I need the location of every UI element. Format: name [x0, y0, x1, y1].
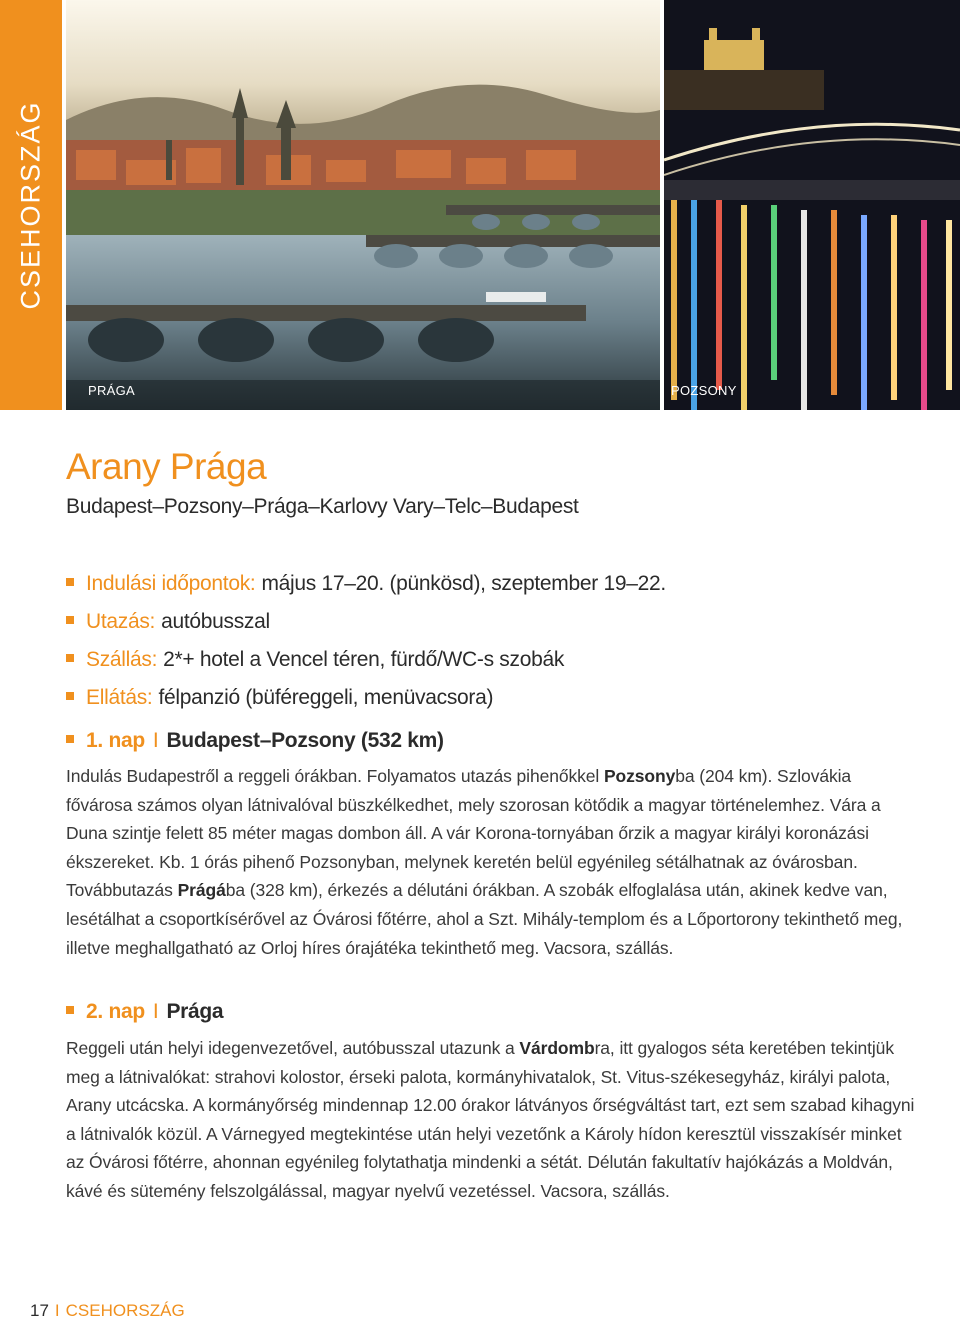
description-text: ba (328 km), érkezés a délutáni órákban. A szobák elfoglalása után, akinek kedve van, lesétálhat a csoportkísérővel az Óvárosi főtérre, ahol a Szt. Mihály-templom és a Lőportorony tekinthető meg, illetve meghallgatható az Orloj híres órajátéka tekinthető meg. Vacsora, szállás. [66, 880, 903, 958]
info-value: 2*+ hotel a Vencel téren, fürdő/WC-s szobák [163, 648, 565, 671]
day-1-heading [66, 729, 444, 753]
day-2-heading [66, 1000, 223, 1024]
info-item-accommodation [66, 641, 666, 679]
square-bullet-icon [66, 616, 74, 624]
pozsony-photo [664, 0, 960, 410]
day-number: 1. nap [86, 729, 145, 752]
description-text: ra, itt gyalogos séta keretében tekintjük meg a látnivalókat: strahovi kolostor, érseki palota, kormányhivatalok, St. Vitus-székesegyház, királyi palota, Arany utcácska. A kormányőrség mindennap 12.00 órakor látványos őrségváltást tart, ezt sem szabad kihagyni a látnivalók közül. A Várnegyed megtekintése után helyi vezetőnk a Károly hídon keresztül visszakísér minket az Óvárosi főtérre, ahonnan egyénileg folytathatja mindenki a sétát. Délután fakultatív hajókázás a Moldván, kávé és sütemény felszolgálással, magyar nyelvű vezetéssel. Vacsora, szállás. [66, 1038, 915, 1201]
footer-separator: I [54, 1301, 60, 1320]
info-item-meals [66, 679, 666, 717]
page-title: Arany Prága [66, 446, 267, 487]
prague-photo-illustration [66, 0, 660, 410]
day-name: Prága [166, 1000, 224, 1023]
square-bullet-icon [66, 578, 74, 586]
description-text: ba (204 km). Szlovákia fővárosa számos olyan látnivalóval büszkélkedhet, mely szorosan kötődik a magyar történelemhez. Vára a Duna szintje felett 85 méter magas dombon áll. A vár Korona-tornyában őrzik a magyar királyi koronázási ékszereket. Kb. 1 órás pihenő Pozsonyban, melynek keretén belül egyénileg sétálhatnak az óvárosban. Továbbutazás [66, 766, 881, 901]
day-name: Budapest–Pozsony (532 km) [166, 729, 444, 752]
info-value: autóbusszal [161, 610, 270, 633]
prague-photo [66, 0, 660, 410]
footer-section-label: CSEHORSZÁG [65, 1301, 185, 1320]
day-separator: I [152, 1000, 159, 1023]
square-bullet-icon [66, 1006, 74, 1014]
highlighted-place-name: Várdomb [519, 1038, 595, 1058]
day-1-description [66, 762, 916, 962]
info-item-travel [66, 603, 666, 641]
square-bullet-icon [66, 654, 74, 662]
square-bullet-icon [66, 692, 74, 700]
highlighted-place-name: Pozsony [603, 766, 676, 786]
info-label: Ellátás: [86, 686, 153, 709]
description-text: Reggeli után helyi idegenvezetővel, autóbusszal utazunk a [66, 1038, 520, 1058]
page-number: 17 [30, 1301, 49, 1320]
section-tab-label: CSEHORSZÁG [15, 100, 46, 310]
description-text: Indulás Budapestről a reggeli órákban. Folyamatos utazás pihenőkkel [66, 766, 604, 786]
day-2-description [66, 1034, 916, 1206]
day-number: 2. nap [86, 1000, 145, 1023]
route-subtitle: Budapest–Pozsony–Prága–Karlovy Vary–Telc–Budapest [66, 495, 579, 518]
trip-info-list [66, 565, 666, 717]
day-separator: I [152, 729, 159, 752]
info-label: Utazás: [86, 610, 156, 633]
info-value: május 17–20. (pünkösd), szeptember 19–22. [261, 572, 666, 595]
pozsony-caption: POZSONY [671, 383, 737, 398]
pozsony-photo-illustration [664, 0, 960, 410]
square-bullet-icon [66, 735, 74, 743]
info-item-departure [66, 565, 666, 603]
page-footer [30, 1301, 185, 1321]
prague-caption: PRÁGA [88, 383, 136, 398]
highlighted-place-name: Prágá [177, 880, 226, 901]
section-tab [0, 0, 62, 410]
info-label: Indulási időpontok: [86, 572, 256, 595]
info-label: Szállás: [86, 648, 158, 671]
info-value: félpanzió (büféreggeli, menüvacsora) [158, 686, 494, 709]
